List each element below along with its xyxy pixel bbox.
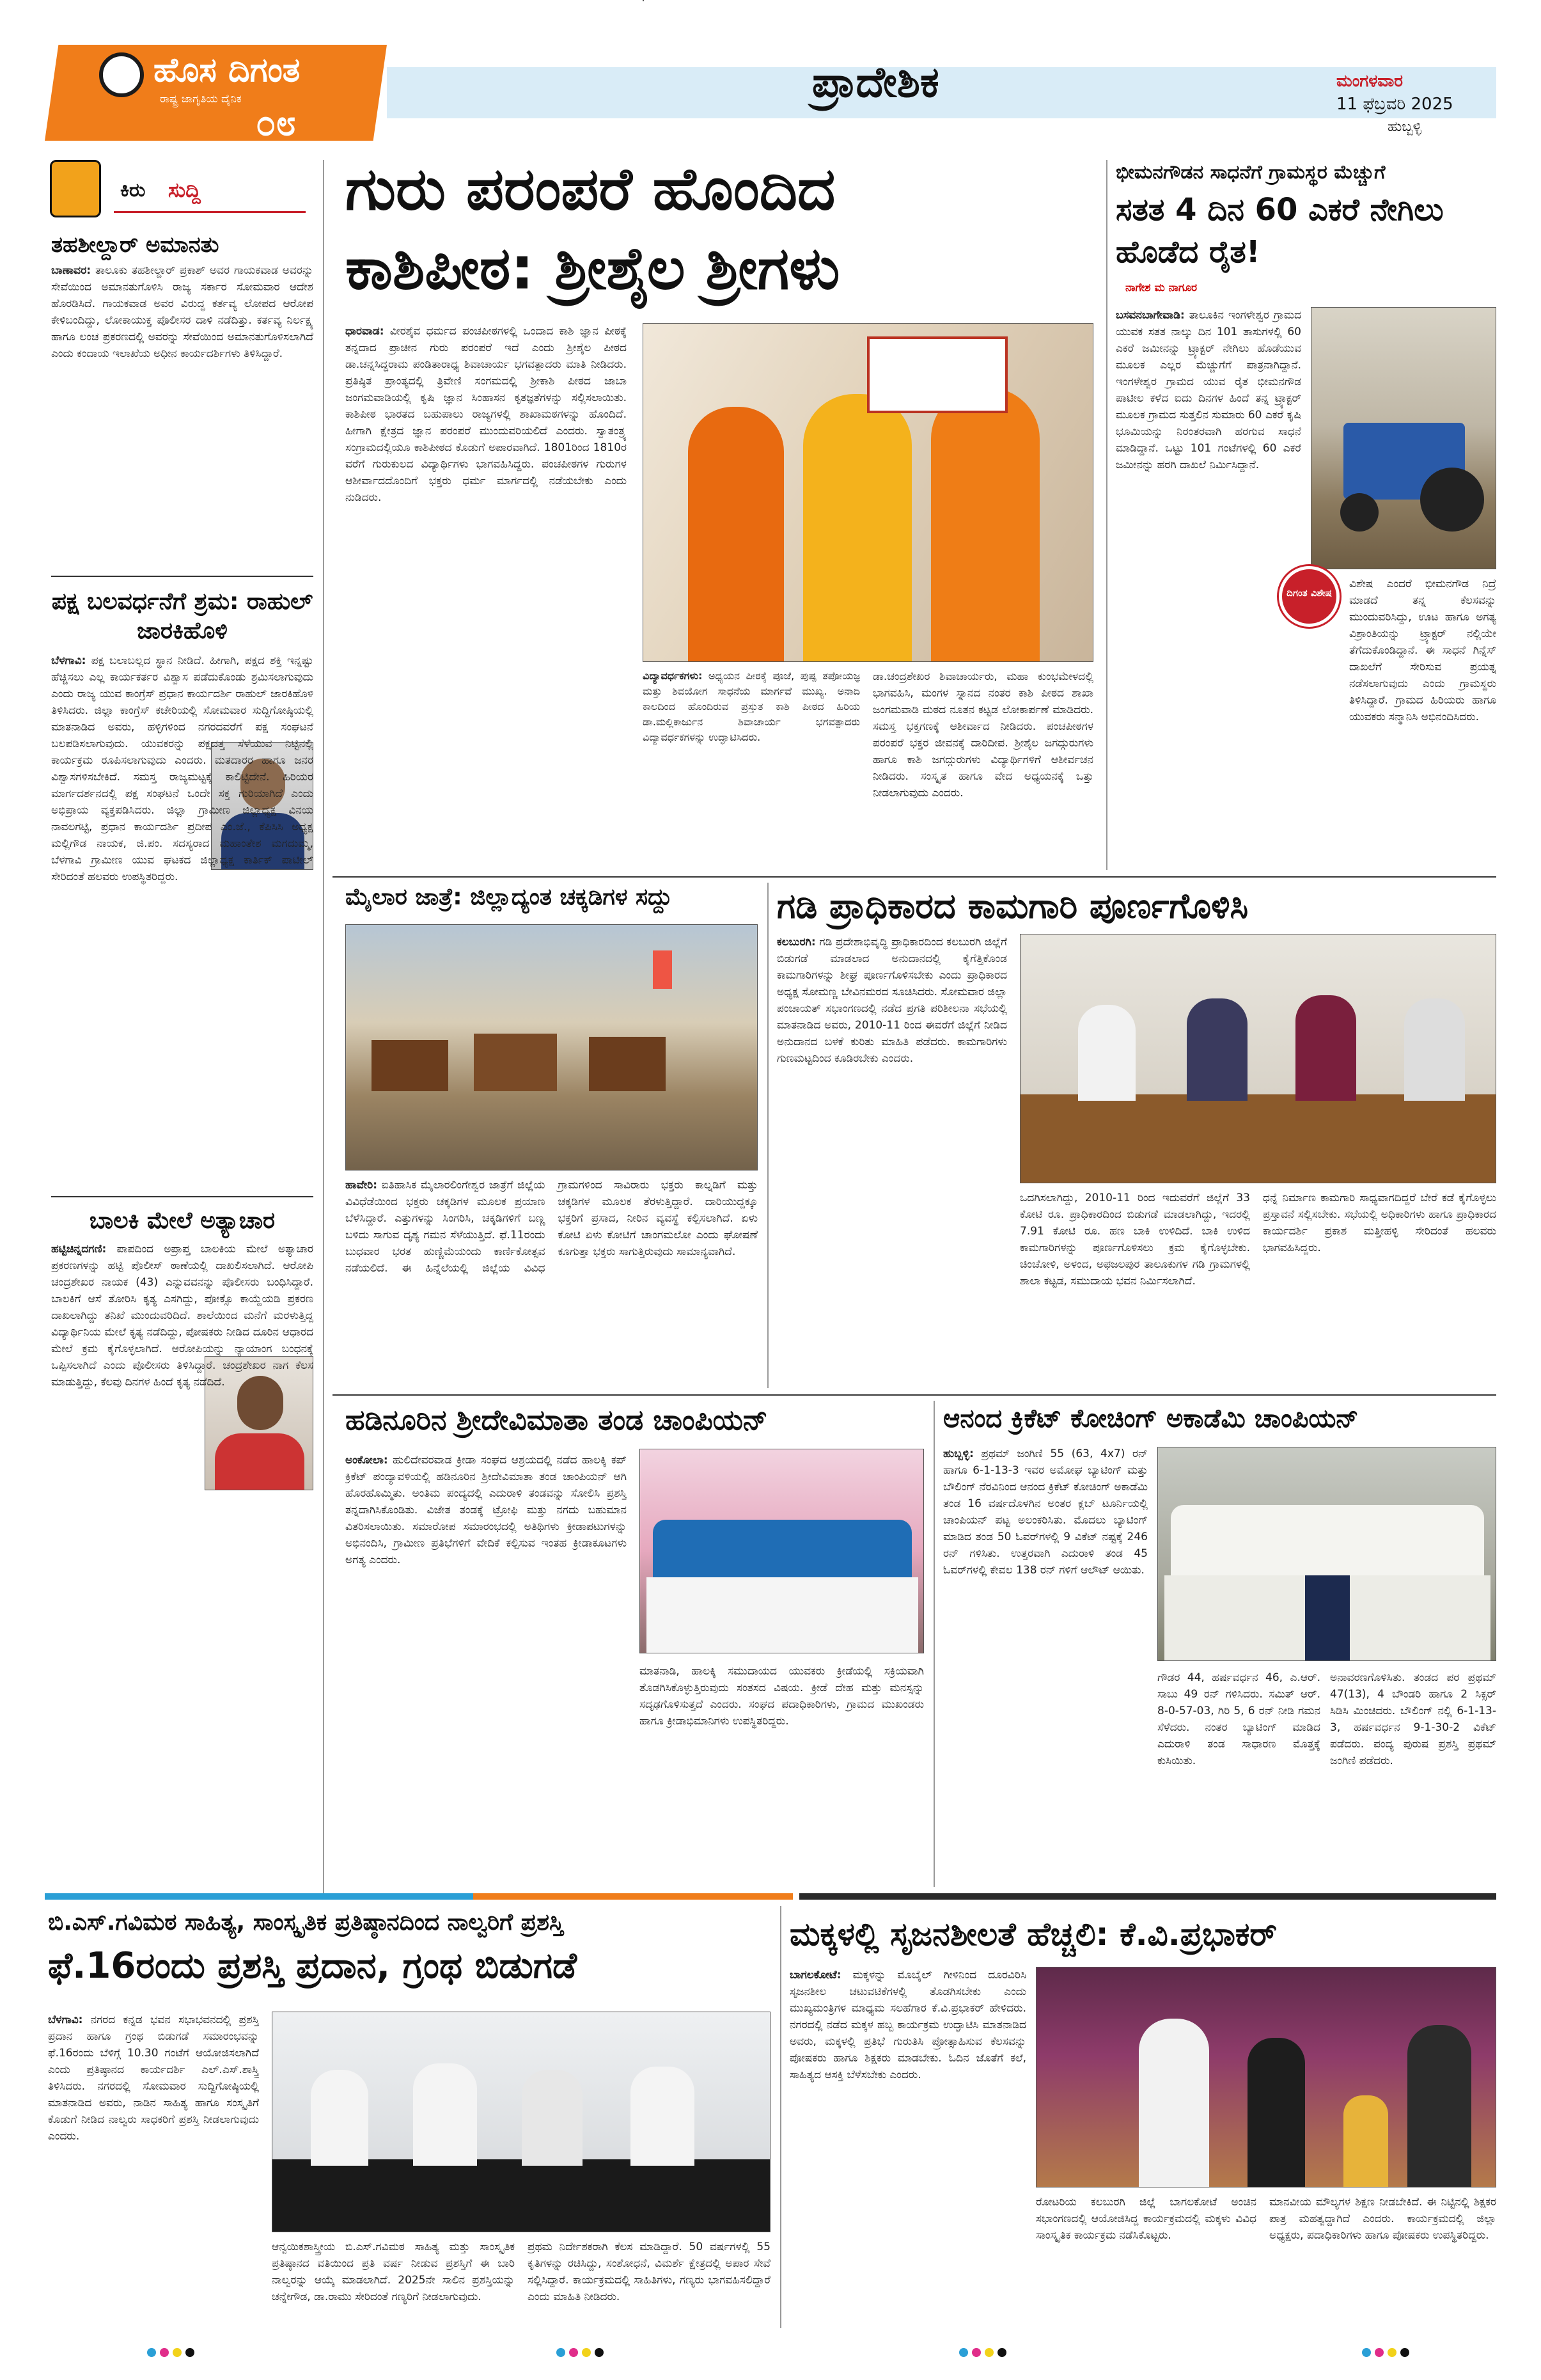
child bbox=[1343, 2095, 1388, 2187]
lead-dateline: ಧಾರವಾಡ: bbox=[345, 325, 384, 338]
makkalu-dateline: ಬಾಗಲಕೋಟೆ: bbox=[790, 1969, 841, 1982]
lead-body-col3 bbox=[873, 668, 1093, 879]
s2-title: ಪಕ್ಷ ಬಲವರ್ಧನೆಗೆ ಶ್ರಮ: ರಾಹುಲ್ ಜಾರಕಿಹೊಳಿ bbox=[51, 588, 313, 644]
seer-figure-2 bbox=[803, 394, 912, 662]
masthead-brand: ಹೊಸ ದಿಗಂತ bbox=[153, 51, 301, 90]
registration-marks bbox=[556, 2347, 607, 2360]
hadinoor-headline: ಹಡಿನೂರಿನ ಶ್ರೀದೇವಿಮಾತಾ ತಂಡ ಚಾಂಪಿಯನ್ bbox=[345, 1404, 768, 1437]
black-dot-icon bbox=[185, 2348, 194, 2357]
gavimath-text-3: ಪ್ರಥಮ ನಿರ್ದೇಶಕರಾಗಿ ಕೆಲಸ ಮಾಡಿದ್ದಾರೆ. 50 ವರ್ಷಗಳಲ್ಲಿ 55 ಕೃತಿಗಳನ್ನು ರಚಿಸಿದ್ದು, ಸಂಶೋಧನೆ, ವಿಮರ್ಶೆ ಕ್ಷೇತ್ರದಲ್ಲಿ ಅಪಾರ ಸೇವೆ ಸಲ್ಲಿಸಿದ್ದಾರೆ. ಕಾರ್ಯಕ್ರಮದಲ್ಲಿ ಸಾಹಿತಿಗಳು, ಗಣ್ಯರು ಭಾಗವಹಿಸಲಿದ್ದಾರೆ ಎಂದು ಮಾಹಿತಿ ನೀಡಿದರು. bbox=[528, 2241, 770, 2303]
registration-marks bbox=[1362, 2347, 1413, 2360]
gadi-photo bbox=[1020, 934, 1496, 1183]
hand-icon bbox=[50, 160, 101, 217]
hadinoor-body-2 bbox=[639, 1663, 924, 1880]
makkalu-text-2: ರೋಟರಿಯ ಕಲಬುರಗಿ ಜಿಲ್ಲೆ ಬಾಗಲಕೋಟೆ ಅಂಚಿನ ಸಭಾಂಗಣದಲ್ಲಿ ಆಯೋಜಿಸಿದ್ದ ಕಾರ್ಯಕ್ರಮದಲ್ಲಿ ಮಕ್ಕಳು ವಿವಿಧ ಸಾಂಸ್ಕೃತಿಕ ಕಾರ್ಯಕ್ರಮ ನಡೆಸಿಕೊಟ್ಟರು. bbox=[1036, 2196, 1256, 2242]
kabbu-body bbox=[1116, 307, 1301, 857]
masthead bbox=[45, 45, 1496, 144]
magenta-dot-icon bbox=[1375, 2348, 1384, 2357]
black-dot-icon bbox=[1400, 2348, 1409, 2357]
guest bbox=[1248, 2038, 1305, 2187]
anand-text-3: ಅನಾವರಣಗೊಳಿಸಿತು. ತಂಡದ ಪರ ಪ್ರಥಮ್ 47(13), 4 ಬೌಂಡರಿ ಹಾಗೂ 2 ಸಿಕ್ಸರ್ ಸಿಡಿಸಿ ಮಿಂಚಿದರು. ಬೌಲಿಂಗ್ ನಲ್ಲಿ 6-1-13-3, ಹರ್ಷವರ್ಧನ 9-1-30-2 ವಿಕೆಟ್ ಪಡೆದರು. ಪಂದ್ಯ ಪುರುಷ ಪ್ರಶಸ್ತಿ ಪ್ರಥಮ್ ಜಂಗಿಣಿ ಪಡೆದರು. bbox=[1330, 1671, 1496, 1767]
bullock-cart bbox=[372, 1040, 448, 1091]
gadi-text: ಗಡಿ ಪ್ರದೇಶಾಭಿವೃದ್ಧಿ ಪ್ರಾಧಿಕಾರದಿಂದ ಕಲಬುರಗಿ ಜಿಲ್ಲೆಗೆ ಬಿಡುಗಡೆ ಮಾಡಲಾದ ಅನುದಾನದಲ್ಲಿ ಕೈಗೆತ್ತಿಕೊಂಡ ಕಾಮಗಾರಿಗಳನ್ನು ಶೀಘ್ರ ಪೂರ್ಣಗೊಳಿಸಬೇಕು ಎಂದು ಪ್ರಾಧಿಕಾರದ ಅಧ್ಯಕ್ಷ ಸೋಮಣ್ಣ ಬೇವಿನಮರದ ಸೂಚಿಸಿದರು. ಸೋಮವಾರ ಜಿಲ್ಲಾ ಪಂಚಾಯತ್ ಸಭಾಂಗಣದಲ್ಲಿ ನಡೆದ ಪ್ರಗತಿ ಪರಿಶೀಲನಾ ಸಭೆಯಲ್ಲಿ ಮಾತನಾಡಿದ ಅವರು, 2010-11 ರಿಂದ ಈವರೆಗೆ ಜಿಲ್ಲೆಗೆ ನೀಡಿದ ಅನುದಾನದ ಬಳಕೆ ಕುರಿತು ಮಾಹಿತಿ ಪಡೆದರು. ಕಾಮಗಾರಿಗಳು ಗುಣಮಟ್ಟದಿಂದ ಕೂಡಿರಬೇಕು ಎಂದರು. bbox=[777, 936, 1007, 1065]
badge-text: ದಿಗಂತ ವಿಶೇಷ bbox=[1287, 587, 1332, 599]
color-strip bbox=[473, 1893, 793, 1900]
lead-body-col1 bbox=[345, 323, 627, 879]
mylara-photo bbox=[345, 924, 758, 1170]
official bbox=[1078, 1005, 1136, 1101]
page-number: ೦೮ bbox=[256, 102, 296, 144]
gadi-body bbox=[777, 934, 1007, 1158]
kiru-suddhi-header bbox=[50, 160, 312, 224]
h-divider bbox=[332, 1394, 1496, 1396]
kabbu-headline: ಸತತ 4 ದಿನ 60 ಎಕರೆ ನೇಗಿಲು ಹೊಡೆದ ರೈತ! bbox=[1116, 192, 1444, 270]
official bbox=[1187, 998, 1248, 1101]
mylara-body bbox=[345, 1177, 758, 1388]
banner-board bbox=[867, 336, 1008, 413]
divider bbox=[51, 576, 313, 577]
gadi-dateline: ಕಲಬುರಗಿ: bbox=[777, 936, 816, 949]
makkalu-body-2 bbox=[1036, 2194, 1256, 2328]
anand-headline: ಆನಂದ ಕ್ರಿಕೆಟ್ ಕೋಚಿಂಗ್ ಅಕಾಡೆಮಿ ಚಾಂಪಿಯನ್ bbox=[943, 1404, 1359, 1433]
gavimath-body-2 bbox=[272, 2239, 515, 2328]
s2-text: ಪಕ್ಷ ಬಲಾಬಲ್ಲದ ಸ್ಥಾನ ನೀಡಿದೆ. ಹೀಗಾಗಿ, ಪಕ್ಷದ ಶಕ್ತಿ ಇನ್ನಷ್ಟು ಹೆಚ್ಚಿಸಲು ಎಲ್ಲ ಕಾರ್ಯಕರ್ತರ ವಿಶ್ವಾಸ ಪಡೆದುಕೊಂಡು ಶ್ರಮಿಸಲಾಗುವುದು ಎಂದು ರಾಜ್ಯ ಯುವ ಕಾಂಗ್ರೆಸ್ ಪ್ರಧಾನ ಕಾರ್ಯದರ್ಶಿ ರಾಹುಲ್ ಜಾರಕಿಹೊಳಿ ತಿಳಿಸಿದರು. ಜಿಲ್ಲಾ ಕಾಂಗ್ರೆಸ್ ಕಚೇರಿಯಲ್ಲಿ ಸೋಮವಾರ ಸುದ್ದಿಗೋಷ್ಠಿಯಲ್ಲಿ ಮಾತನಾಡಿದ ಅವರು, ಹಳ್ಳಿಗಳಿಂದ ನಗರದವರೆಗೆ ಪಕ್ಷ ಸಂಘಟನೆ ಬಲಪಡಿಸಲಾಗುವುದು. ಯುವಕರನ್ನು ಪಕ್ಷದತ್ತ ಸೆಳೆಯುವ ನಿಟ್ಟಿನಲ್ಲಿ ಕಾರ್ಯಕ್ರಮ ರೂಪಿಸಲಾಗುವುದು ಎಂದರು. ಮತದಾರರ ಹಾಗೂ ಜನರ ವಿಶ್ವಾಸಗಳಿಸಬೇಕಿದೆ. ಸಮಸ್ತ ರಾಜ್ಯಮಟ್ಟಕ್ಕೆ ಕಾಲಿಟ್ಟಿದೇನೆ. ಹಿರಿಯರ ಮಾರ್ಗದರ್ಶನದಲ್ಲಿ ಪಕ್ಷ ಸಂಘಟನೆ ಒಂದೇ ಸಕ್ತ ಗುರಿಯಾಗಿದೆ ಎಂದು ಅಭಿಪ್ರಾಯ ವ್ಯಕ್ತಪಡಿಸಿದರು. ಜಿಲ್ಲಾ ಗ್ರಾಮೀಣ ಜಿಲ್ಲಾಧ್ಯಕ್ಷ ವಿನಯ ನಾವಲಗಟ್ಟಿ, ಪ್ರಧಾನ ಕಾರ್ಯದರ್ಶಿ ಪ್ರದೀಪ ಎಂ.ಜೆ., ಕೆಪಿಸಿಸಿ ಅಧ್ಯಕ್ಷ ಮಲ್ಲಿಗೌಡ ನಾಯಕ, ಜಿ.ಪಂ. ಸದಸ್ಯರಾದ ಮಹಾಂತೇಶ ಮಗದುಮ್ಮ, ಬೆಳಗಾವಿ ಗ್ರಾಮೀಣ ಯುವ ಘಟಕದ ಜಿಲ್ಲಾಧ್ಯಕ್ಷ ಕಾರ್ತಿಕ್ ಪಾಟೀಲ್ ಸೇರಿದಂತೆ ಹಲವರು ಉಪಸ್ಥಿತರಿದ್ದರು. bbox=[51, 654, 313, 883]
meeting-table bbox=[1021, 1094, 1496, 1183]
cyan-dot-icon bbox=[959, 2348, 968, 2357]
makkalu-text: ಮಕ್ಕಳನ್ನು ಮೊಬೈಲ್ ಗೀಳಿನಿಂದ ದೂರವಿರಿಸಿ ಸೃಜನಶೀಲ ಚಟುವಟಿಕೆಗಳಲ್ಲಿ ತೊಡಗಿಸಬೇಕು ಎಂದು ಮುಖ್ಯಮಂತ್ರಿಗಳ ಮಾಧ್ಯಮ ಸಲಹೆಗಾರ ಕೆ.ವಿ.ಪ್ರಭಾಕರ್ ಹೇಳಿದರು. ನಗರದಲ್ಲಿ ನಡೆದ ಮಕ್ಕಳ ಹಬ್ಬ ಕಾರ್ಯಕ್ರಮ ಉದ್ಘಾಟಿಸಿ ಮಾತನಾಡಿದ ಅವರು, ಮಕ್ಕಳಲ್ಲಿ ಪ್ರತಿಭೆ ಗುರುತಿಸಿ ಪ್ರೋತ್ಸಾಹಿಸುವ ಕೆಲಸವನ್ನು ಪೋಷಕರು ಹಾಗೂ ಶಿಕ್ಷಕರು ಮಾಡಬೇಕು. ಓದಿನ ಜೊತೆಗೆ ಕಲೆ, ಸಾಹಿತ್ಯದ ಆಸಕ್ತಿ ಬೆಳೆಸಬೇಕು ಎಂದರು. bbox=[790, 1969, 1026, 2081]
lead-caption bbox=[643, 668, 860, 879]
color-strip bbox=[799, 1893, 1496, 1900]
speaker bbox=[630, 2067, 694, 2166]
official bbox=[1404, 998, 1465, 1101]
s3-dateline: ಹಟ್ಟಿಚಿನ್ನದಗಣಿ: bbox=[51, 1243, 107, 1256]
guest bbox=[1407, 2025, 1471, 2187]
masthead-date: 11 ಫೆಬ್ರವರಿ 2025 bbox=[1336, 95, 1453, 114]
sidebar-vertical-rule bbox=[323, 160, 324, 1893]
h-divider bbox=[332, 876, 1496, 878]
flag bbox=[653, 950, 672, 989]
hadinoor-dateline: ಅಂಕೋಲಾ: bbox=[345, 1454, 388, 1467]
guest bbox=[1139, 2019, 1209, 2187]
makkalu-photo bbox=[1036, 1967, 1496, 2187]
masthead-bar bbox=[387, 67, 1496, 118]
anand-photo bbox=[1157, 1447, 1496, 1661]
tractor-wheel bbox=[1420, 468, 1484, 532]
gavimath-photo bbox=[272, 2012, 770, 2232]
gadi-body-2 bbox=[1020, 1190, 1250, 1388]
lead-caption-text: ಅಧ್ಯಯನ ಪೀಠಕ್ಕೆ ಪೂಜೆ, ಪುಷ್ಪ ತಪೋಯಜ್ಞ ಮತ್ತು ಶಿವಯೋಗ ಸಾಧನೆಯ ಮಾರ್ಗವೆ ಮುಖ್ಯ. ಅನಾದಿ ಕಾಲದಿಂದ ಹೊಂದಿರುವ ಪ್ರಸ್ತುತ ಕಾಶಿ ಪೀಠದ ಹಿರಿಯ ಡಾ.ಮಲ್ಲಿಕಾರ್ಜುನ ಶಿವಾಚಾರ್ಯ ಭಗವತ್ಪಾದರು ವಿದ್ಯಾವರ್ಧಕಗಳನ್ನು ಉದ್ಘಾಟಿಸಿದರು. bbox=[643, 670, 860, 743]
anand-body-2 bbox=[1157, 1669, 1320, 1880]
kiru-label: ಕಿರು bbox=[120, 179, 146, 201]
gadi-body-3 bbox=[1263, 1190, 1496, 1388]
seer-figure-1 bbox=[688, 407, 784, 662]
yellow-dot-icon bbox=[1388, 2348, 1396, 2357]
speaker bbox=[311, 2070, 368, 2166]
registration-marks bbox=[147, 2347, 198, 2360]
hadinoor-photo bbox=[639, 1449, 924, 1653]
lead-headline-1: ಗುರು ಪರಂಪರೆ ಹೊಂದಿದ bbox=[345, 155, 836, 223]
seer-figure-3 bbox=[931, 388, 1040, 662]
s1-dateline: ಬಾಣಾವರ: bbox=[51, 264, 91, 277]
speaker bbox=[522, 2070, 583, 2166]
makkalu-text-3: ಮಾನವೀಯ ಮೌಲ್ಯಗಳ ಶಿಕ್ಷಣ ನೀಡಬೇಕಿದೆ. ಈ ನಿಟ್ಟಿನಲ್ಲಿ ಶಿಕ್ಷಕರ ಪಾತ್ರ ಮಹತ್ವದ್ದಾಗಿದೆ ಎಂದರು. ಕಾರ್ಯಕ್ರಮದಲ್ಲಿ ಜಿಲ್ಲಾ ಅಧ್ಯಕ್ಷರು, ಪದಾಧಿಕಾರಿಗಳು ಹಾಗೂ ಪೋಷಕರು ಉಪಸ್ಥಿತರಿದ್ದರು. bbox=[1269, 2196, 1496, 2242]
lead-photo bbox=[643, 0, 644, 1]
black-dot-icon bbox=[997, 2348, 1006, 2357]
s3-body bbox=[51, 1241, 313, 1887]
v-divider bbox=[767, 883, 769, 1388]
yellow-dot-icon bbox=[173, 2348, 182, 2357]
anand-text: ಪ್ರಥಮ್ ಜಂಗಿಣಿ 55 (63, 4x7) ರನ್ ಹಾಗೂ 6-1-13-3 ಇವರ ಅಮೋಘ ಬ್ಯಾಟಿಂಗ್ ಮತ್ತು ಬೌಲಿಂಗ್ ನೆರವಿನಿಂದ ಆನಂದ ಕ್ರಿಕೆಟ್ ಕೋಚಿಂಗ್ ಅಕಾಡೆಮಿ ತಂಡ 16 ವರ್ಷದೊಳಗಿನ ಅಂತರ ಕ್ಲಬ್ ಟೂರ್ನಿಯಲ್ಲಿ ಚಾಂಪಿಯನ್ ಪಟ್ಟ ಅಲಂಕರಿಸಿತು. ಮೊದಲು ಬ್ಯಾಟಿಂಗ್ ಮಾಡಿದ ತಂಡ 50 ಓವರ್‌ಗಳಲ್ಲಿ 9 ವಿಕೆಟ್ ನಷ್ಟಕ್ಕೆ 246 ರನ್ ಗಳಿಸಿತು. ಉತ್ತರವಾಗಿ ಎದುರಾಳಿ ತಂಡ 45 ಓವರ್‌ಗಳಲ್ಲಿ ಕೇವಲ 138 ರನ್ ಗಳಿಗೆ ಆಲೌಟ್ ಆಯಿತು. bbox=[943, 1447, 1148, 1577]
lead-body-2: ಡಾ.ಚಂದ್ರಶೇಖರ ಶಿವಾಚಾರ್ಯರು, ಮಹಾ ಕುಂಭಮೇಳದಲ್ಲಿ ಭಾಗವಹಿಸಿ, ಮಂಗಳ ಸ್ನಾನದ ನಂತರ ಕಾಶಿ ಪೀಠದ ಶಾಖಾ ಜಂಗಮವಾಡಿ ಮಠದ ನೂತನ ಕಟ್ಟಡ ಲೋಕಾರ್ಪಣೆ ಮಾಡಿದರು. ಸಮಸ್ತ ಭಕ್ತಗಣಕ್ಕೆ ಆಶೀರ್ವಾದ ನೀಡಿದರು. ಪಂಚಪೀಠಗಳ ಪರಂಪರೆ ಭಕ್ತರ ಜೀವನಕ್ಕೆ ದಾರಿದೀಪ. ಶ್ರೀಶೈಲ ಜಗದ್ಗುರುಗಳು ಹಾಗೂ ಕಾಶಿ ಜಗದ್ಗುರುಗಳು ವಿದ್ಯಾರ್ಥಿಗಳಿಗೆ ಆಶೀರ್ವಚನ ನೀಡಿದರು. ಸಂಸ್ಕೃತ ಹಾಗೂ ವೇದ ಅಧ್ಯಯನಕ್ಕೆ ಒತ್ತು ನೀಡಲಾಗುವುದು ಎಂದರು. bbox=[873, 670, 1093, 800]
cyan-dot-icon bbox=[556, 2348, 565, 2357]
kabbu-body-2 bbox=[1349, 576, 1496, 857]
gavimath-body bbox=[48, 2012, 259, 2325]
gavimath-text: ನಗರದ ಕನ್ನಡ ಭವನ ಸಭಾಭವನದಲ್ಲಿ ಪ್ರಶಸ್ತಿ ಪ್ರದಾನ ಹಾಗೂ ಗ್ರಂಥ ಬಿಡುಗಡೆ ಸಮಾರಂಭವನ್ನು ಫೆ.16ರಂದು ಬೆಳಿಗ್ಗೆ 10.30 ಗಂಟೆಗೆ ಆಯೋಜಿಸಲಾಗಿದೆ ಎಂದು ಪ್ರತಿಷ್ಠಾನದ ಕಾರ್ಯದರ್ಶಿ ಎಲ್.ಎಸ್.ಶಾಸ್ತ್ರಿ ತಿಳಿಸಿದರು. ನಗರದಲ್ಲಿ ಸೋಮವಾರ ಸುದ್ದಿಗೋಷ್ಠಿಯಲ್ಲಿ ಮಾತನಾಡಿದ ಅವರು, ನಾಡಿನ ಸಾಹಿತ್ಯ ಹಾಗೂ ಸಂಸ್ಕೃತಿಗೆ ಕೊಡುಗೆ ನೀಡಿದ ನಾಲ್ವರು ಸಾಧಕರಿಗೆ ಪ್ರಶಸ್ತಿ ನೀಡಲಾಗುವುದು ಎಂದರು. bbox=[48, 2014, 259, 2143]
s3-title: ಬಾಲಕಿ ಮೇಲೆ ಅತ್ಯಾಚಾರ bbox=[89, 1208, 276, 1234]
anand-body-3 bbox=[1330, 1669, 1496, 1880]
kabbu-kicker: ಭೀಮನಗೌಡನ ಸಾಧನೆಗೆ ಗ್ರಾಮಸ್ಥರ ಮೆಚ್ಚುಗೆ bbox=[1116, 161, 1386, 184]
makkalu-body-3 bbox=[1269, 2194, 1496, 2328]
tractor-wheel bbox=[1340, 493, 1379, 532]
kabbu-text: ತಾಲೂಕಿನ ಇಂಗಳೇಶ್ವರ ಗ್ರಾಮದ ಯುವಕ ಸತತ ನಾಲ್ಕು ದಿನ 101 ತಾಸುಗಳಲ್ಲಿ 60 ಎಕರೆ ಜಮೀನನ್ನು ಟ್ರ್ಯಾಕ್ಟರ್ ನೇಗಿಲು ಹೊಡೆಯುವ ಮೂಲಕ ಎಲ್ಲರ ಮೆಚ್ಚುಗೆಗೆ ಪಾತ್ರನಾಗಿದ್ದಾನೆ. ಇಂಗಳೇಶ್ವರ ಗ್ರಾಮದ ಯುವ ರೈತ ಭೀಮನಗೌಡ ಪಾಟೀಲ ಕಳೆದ ಐದು ದಿನಗಳ ಹಿಂದೆ ತನ್ನ ಟ್ರ್ಯಾಕ್ಟರ್ ಮೂಲಕ ಗ್ರಾಮದ ಸುತ್ತಲಿನ ಸುಮಾರು 60 ಎಕರೆ ಕೃಷಿ ಭೂಮಿಯನ್ನು ನಿರಂತರವಾಗಿ ಹರಗುವ ಸಾಧನೆ ಮಾಡಿದ್ದಾನೆ. ಒಟ್ಟು 101 ಗಂಟೆಗಳಲ್ಲಿ 60 ಎಕರೆ ಜಮೀನನ್ನು ಹರಗಿ ದಾಖಲೆ ನಿರ್ಮಿಸಿದ್ದಾನೆ. bbox=[1116, 309, 1301, 471]
kabbu-byline: ನಾಗೇಶ ಮ ನಾಗೂರ bbox=[1125, 281, 1198, 294]
lead-caption-dateline: ವಿದ್ಯಾವರ್ಧಕಗಳು: bbox=[643, 670, 703, 682]
team-row bbox=[646, 1577, 918, 1653]
gadi-headline: ಗಡಿ ಪ್ರಾಧಿಕಾರದ ಕಾಮಗಾರಿ ಪೂರ್ಣಗೊಳಿಸಿ bbox=[777, 886, 1249, 926]
lead-photo bbox=[643, 323, 1093, 662]
gavimath-headline: ಫೆ.16ರಂದು ಪ್ರಶಸ್ತಿ ಪ್ರದಾನ, ಗ್ರಂಥ ಬಿಡುಗಡೆ bbox=[48, 1945, 577, 1987]
yellow-dot-icon bbox=[985, 2348, 994, 2357]
anand-text-2: ಗೌಡರ 44, ಹರ್ಷವರ್ಧನ 46, ಎ.ಆರ್. ಸಾಬು 49 ರನ್ ಗಳಿಸಿದರು. ಸಮಿತ್ ಆರ್. 8-0-57-03, ಗಿರಿ 5, 6 ರನ್ ನೀಡಿ ಗಮನ ಸೆಳೆದರು. ನಂತರ ಬ್ಯಾಟಿಂಗ್ ಮಾಡಿದ ಎದುರಾಳಿ ತಂಡ ಸಾಧಾರಣ ಮೊತ್ತಕ್ಕೆ ಕುಸಿಯಿತು. bbox=[1157, 1671, 1320, 1767]
mylara-headline: ಮೈಲಾರ ಜಾತ್ರೆ: ಜಿಲ್ಲಾದ್ಯಂತ ಚಕ್ಕಡಿಗಳ ಸದ್ದು bbox=[345, 884, 673, 910]
s1-title: ತಹಶೀಲ್ದಾರ್ ಅಮಾನತು bbox=[51, 232, 219, 258]
v-divider bbox=[780, 1906, 781, 2328]
s1-text: ತಾಲೂಕು ತಹಶೀಲ್ದಾರ್ ಪ್ರಕಾಶ್ ಅವರ ಗಾಯಕವಾಡ ಅವರನ್ನು ಸೇವೆಯಿಂದ ಅಮಾನತುಗೊಳಿಸಿ ರಾಜ್ಯ ಸರ್ಕಾರ ಸೋಮವಾರ ಆದೇಶ ಹೊರಡಿಸಿದೆ. ಗಾಯಕವಾಡ ಅವರ ವಿರುದ್ಧ ಕರ್ತವ್ಯ ಲೋಪದ ಆರೋಪ ಕೇಳಿಬಂದಿದ್ದು, ಲೋಕಾಯುಕ್ತ ಪೊಲೀಸರ ದಾಳಿ ನಡೆದಿತ್ತು. ಕರ್ತವ್ಯ ನಿರ್ಲಕ್ಷ್ಯ ಹಾಗೂ ಲಂಚ ಪ್ರಕರಣದಲ್ಲಿ ಅವರನ್ನು ಸೇವೆಯಿಂದ ಅಮಾನತುಗೊಳಿಸಲಾಗಿದೆ ಎಂದು ಕಂದಾಯ ಇಲಾಖೆಯ ಅಧೀನ ಕಾರ್ಯದರ್ಶಿಗಳು ತಿಳಿಸಿದ್ದಾರೆ. bbox=[51, 264, 313, 360]
hadinoor-text-2: ಮಾತನಾಡಿ, ಹಾಲಕ್ಕಿ ಸಮುದಾಯದ ಯುವಕರು ಕ್ರೀಡೆಯಲ್ಲಿ ಸಕ್ರಿಯವಾಗಿ ತೊಡಗಿಸಿಕೊಳ್ಳುತ್ತಿರುವುದು ಸಂತಸದ ವಿಷಯ. ಕ್ರೀಡೆ ದೇಹ ಮತ್ತು ಮನಸ್ಸನ್ನು ಸದೃಢಗೊಳಿಸುತ್ತದೆ ಎಂದರು. ಸಂಘದ ಪದಾಧಿಕಾರಿಗಳು, ಗ್ರಾಮದ ಮುಖಂಡರು ಹಾಗೂ ಕ್ರೀಡಾಭಿಮಾನಿಗಳು ಉಪಸ್ಥಿತರಿದ್ದರು. bbox=[639, 1665, 924, 1728]
official bbox=[1295, 995, 1356, 1101]
gavimath-body-3 bbox=[528, 2239, 770, 2328]
digant-vishesha-badge bbox=[1279, 566, 1340, 627]
yellow-dot-icon bbox=[582, 2348, 591, 2357]
makkalu-headline: ಮಕ್ಕಳಲ್ಲಿ ಸೃಜನಶೀಲತೆ ಹೆಚ್ಚಲಿ: ಕೆ.ವಿ.ಪ್ರಭಾಕರ್ bbox=[790, 1916, 1278, 1953]
magenta-dot-icon bbox=[972, 2348, 981, 2357]
logo-emblem-icon bbox=[99, 52, 144, 97]
anand-dateline: ಹುಬ್ಬಳ್ಳಿ: bbox=[943, 1447, 974, 1460]
gadi-text-2: ಒದಗಿಸಲಾಗಿದ್ದು, 2010-11 ರಿಂದ ಇದುವರೆಗೆ ಜಿಲ್ಲೆಗೆ 33 ಕೋಟಿ ರೂ. ಪ್ರಾಧಿಕಾರದಿಂದ ಬಿಡುಗಡೆ ಮಾಡಲಾಗಿದ್ದು, ಇದರಲ್ಲಿ 7.91 ಕೋಟಿ ರೂ. ಹಣ ಬಾಕಿ ಉಳಿದಿದೆ. ಬಾಕಿ ಉಳಿದ ಕಾಮಗಾರಿಗಳನ್ನು ಪೂರ್ಣಗೊಳಿಸಲು ಕ್ರಮ ಕೈಗೊಳ್ಳಬೇಕು. ಚಿಂಚೋಳಿ, ಅಳಂದ, ಅಫಜಲಪುರ ತಾಲೂಕುಗಳ ಗಡಿ ಗ್ರಾಮಗಳಲ್ಲಿ ಶಾಲಾ ಕಟ್ಟಡ, ಸಮುದಾಯ ಭವನ ನಿರ್ಮಿಸಲಾಗಿದೆ. bbox=[1020, 1192, 1250, 1288]
lead-body: ವೀರಶೈವ ಧರ್ಮದ ಪಂಚಪೀಠಗಳಲ್ಲಿ ಒಂದಾದ ಕಾಶಿ ಜ್ಞಾನ ಪೀಠಕ್ಕೆ ತನ್ನದಾದ ಪ್ರಾಚೀನ ಗುರು ಪರಂಪರೆ ಇದೆ ಎಂದು ಶ್ರೀಶೈಲ ಪೀಠದ ಡಾ.ಚನ್ನಸಿದ್ಧರಾಮ ಪಂಡಿತಾರಾಧ್ಯ ಶಿವಾಚಾರ್ಯ ಭಗವತ್ಪಾದರು ಮಾತಿ ನೀಡಿದರು. ಪ್ರತಿಷ್ಠಿತ ಪ್ರಾಂತ್ಯದಲ್ಲಿ ತ್ರಿವೇಣಿ ಸಂಗಮದಲ್ಲಿ ಶ್ರೀಕಾಶಿ ಪೀಠದ ಜಾಬಾ ಜಂಗಮವಾಡಿಯಲ್ಲಿ ಕೃಷಿ ಜ್ಞಾನ ಸಿಂಹಾಸನ ಕೃತಜ್ಞತೆಗಳನ್ನು ಸಲ್ಲಿಸಲಾಯಿತು. ಕಾಶಿಪೀಠ ಭಾರತದ ಬಹುಪಾಲು ರಾಜ್ಯಗಳಲ್ಲಿ ಶಾಖಾಮಠಗಳನ್ನು ಹೊಂದಿದೆ. ಹೀಗಾಗಿ ಕ್ಷೇತ್ರದ ಜ್ಞಾನ ಪರಂಪರೆ ಮುಂದುವರಿಯಲಿದೆ ಎಂದರು. ಸ್ವಾತಂತ್ರ್ಯ ಸಂಗ್ರಾಮದಲ್ಲಿಯೂ ಕಾಶಿಪೀಠದ ಕೊಡುಗೆ ಅಪಾರವಾಗಿದೆ. 1801ರಿಂದ 1810ರ ವರೆಗೆ ಗುರುಕುಲದ ವಿದ್ಯಾರ್ಥಿಗಳು ಭಾಗವಹಿಸಿದ್ದರು. ಪಂಚಪೀಠಗಳ ಗುರುಗಳ ಆಶೀರ್ವಾದದೊಂದಿಗೆ ಭಕ್ತರು ಧರ್ಮ ಮಾರ್ಗದಲ್ಲಿ ನಡೆಯಬೇಕು ಎಂದು ನುಡಿದರು. bbox=[345, 325, 627, 504]
masthead-city: ಹುಬ್ಬಳ್ಳಿ bbox=[1388, 119, 1422, 135]
mylara-dateline: ಹಾವೇರಿ: bbox=[345, 1179, 378, 1192]
v-divider bbox=[934, 1401, 935, 1887]
gavimath-kicker: ಬಿ.ಎಸ್.ಗವಿಮಠ ಸಾಹಿತ್ಯ, ಸಾಂಸ್ಕೃತಿಕ ಪ್ರತಿಷ್ಠಾನದಿಂದ ನಾಲ್ವರಿಗೆ ಪ್ರಶಸ್ತಿ bbox=[48, 1909, 564, 1935]
s2-body bbox=[51, 652, 313, 1196]
anand-body bbox=[943, 1446, 1148, 1880]
gavimath-text-2: ಆನ್ವಯಿಕಶಾಸ್ತ್ರೀಯ ಬಿ.ಎಸ್.ಗವಿಮಠ ಸಾಹಿತ್ಯ ಮತ್ತು ಸಾಂಸ್ಕೃತಿಕ ಪ್ರತಿಷ್ಠಾನದ ವತಿಯಿಂದ ಪ್ರತಿ ವರ್ಷ ನೀಡುವ ಪ್ರಶಸ್ತಿಗೆ ಈ ಬಾರಿ ನಾಲ್ವರನ್ನು ಆಯ್ಕೆ ಮಾಡಲಾಗಿದೆ. 2025ನೇ ಸಾಲಿನ ಪ್ರಶಸ್ತಿಯನ್ನು ಚನ್ನೇಗೌಡ, ಡಾ.ರಾಮು ಸೇರಿದಂತೆ ಗಣ್ಯರಿಗೆ ನೀಡಲಾಗುವುದು. bbox=[272, 2241, 515, 2303]
lead-right-rule bbox=[1106, 160, 1107, 870]
tractor-photo bbox=[1311, 307, 1496, 569]
cyan-dot-icon bbox=[147, 2348, 156, 2357]
magenta-dot-icon bbox=[160, 2348, 169, 2357]
s2-dateline: ಬೆಳಗಾವಿ: bbox=[51, 654, 86, 667]
speaker bbox=[413, 2063, 477, 2166]
hadinoor-body bbox=[345, 1452, 627, 1880]
press-table bbox=[272, 2159, 770, 2232]
bullock-cart bbox=[474, 1034, 557, 1091]
s3-text: ಪಾಪದಿಂದ ಅಪ್ರಾಪ್ತ ಬಾಲಕಿಯ ಮೇಲೆ ಅತ್ಯಾಚಾರ ಪ್ರಕರಣಗಳನ್ನು ಹಟ್ಟಿ ಪೊಲೀಸ್ ಠಾಣೆಯಲ್ಲಿ ದಾಖಲಿಸಲಾಗಿದೆ. ಆರೋಪಿ ಚಂದ್ರಶೇಖರ ನಾಯಕ (43) ಎನ್ನುವವನನ್ನು ಪೊಲೀಸರು ಬಂಧಿಸಿದ್ದಾರೆ. ಬಾಲಕಿಗೆ ಆಸೆ ತೋರಿಸಿ ಕೃತ್ಯ ಎಸಗಿದ್ದು, ಪೋಕ್ಸೊ ಕಾಯ್ದೆಯಡಿ ಪ್ರಕರಣ ದಾಖಲಾಗಿದ್ದು ತನಿಖೆ ಮುಂದುವರಿದಿದೆ. ಶಾಲೆಯಿಂದ ಮನೆಗೆ ಮರಳುತ್ತಿದ್ದ ವಿದ್ಯಾರ್ಥಿನಿಯ ಮೇಲೆ ಕೃತ್ಯ ನಡೆದಿದ್ದು, ಪೋಷಕರು ನೀಡಿದ ದೂರಿನ ಆಧಾರದ ಮೇಲೆ ಕ್ರಮ ಕೈಗೊಳ್ಳಲಾಗಿದೆ. ಆರೋಪಿಯನ್ನು ನ್ಯಾಯಾಂಗ ಬಂಧನಕ್ಕೆ ಒಪ್ಪಿಸಲಾಗಿದೆ ಎಂದು ಪೊಲೀಸರು ತಿಳಿಸಿದ್ದಾರೆ. ಚಂದ್ರಶೇಖರ ನಾಗ ಕೆಲಸ ಮಾಡುತ್ತಿದ್ದು, ಕೆಲವು ದಿನಗಳ ಹಿಂದೆ ಕೃತ್ಯ ನಡೆದಿದೆ. bbox=[51, 1243, 313, 1389]
kabbu-text-2: ವಿಶೇಷ ಎಂದರೆ ಭೀಮನಗೌಡ ನಿದ್ರೆ ಮಾಡದೆ ತನ್ನ ಕೆಲಸವನ್ನು ಮುಂದುವರಿಸಿದ್ದು, ಊಟ ಹಾಗೂ ಅಗತ್ಯ ವಿಶ್ರಾಂತಿಯನ್ನು ಟ್ರ್ಯಾಕ್ಟರ್ ನಲ್ಲಿಯೇ ತೆಗೆದುಕೊಂಡಿದ್ದಾನೆ. ಈ ಸಾಧನೆ ಗಿನ್ನೆಸ್ ದಾಖಲೆಗೆ ಸೇರಿಸುವ ಪ್ರಯತ್ನ ನಡೆಸಲಾಗುವುದು ಎಂದು ಗ್ರಾಮಸ್ಥರು ತಿಳಿಸಿದ್ದಾರೆ. ಗ್ರಾಮದ ಹಿರಿಯರು ಹಾಗೂ ಯುವಕರು ಸನ್ಮಾನಿಸಿ ಅಭಿನಂದಿಸಿದರು. bbox=[1349, 578, 1496, 723]
team-row bbox=[1171, 1505, 1484, 1575]
black-dot-icon bbox=[595, 2348, 604, 2357]
hadinoor-text: ಹುಲಿದೇವರವಾಡ ಕ್ರೀಡಾ ಸಂಘದ ಆಶ್ರಯದಲ್ಲಿ ನಡೆದ ಹಾಲಕ್ಕಿ ಕಪ್ ಕ್ರಿಕೆಟ್ ಪಂದ್ಯಾವಳಿಯಲ್ಲಿ ಹಡಿನೂರಿನ ಶ್ರೀದೇವಿಮಾತಾ ತಂಡ ಚಾಂಪಿಯನ್ ಆಗಿ ಹೊರಹೊಮ್ಮಿತು. ಅಂತಿಮ ಪಂದ್ಯದಲ್ಲಿ ಎದುರಾಳಿ ತಂಡವನ್ನು ಸೋಲಿಸಿ ಪ್ರಶಸ್ತಿ ತನ್ನದಾಗಿಸಿಕೊಂಡಿತು. ವಿಜೇತ ತಂಡಕ್ಕೆ ಟ್ರೋಫಿ ಮತ್ತು ನಗದು ಬಹುಮಾನ ವಿತರಿಸಲಾಯಿತು. ಸಮಾರೋಪ ಸಮಾರಂಭದಲ್ಲಿ ಅತಿಥಿಗಳು ಕ್ರೀಡಾಪಟುಗಳನ್ನು ಅಭಿನಂದಿಸಿ, ಗ್ರಾಮೀಣ ಪ್ರತಿಭೆಗಳಿಗೆ ವೇದಿಕೆ ಕಲ್ಪಿಸುವ ಇಂತಹ ಕ್ರೀಡಾಕೂಟಗಳು ಅಗತ್ಯ ಎಂದರು. bbox=[345, 1454, 627, 1566]
makkalu-body bbox=[790, 1967, 1026, 2328]
gadi-text-3: ಧನ್ನೆ ನಿರ್ಮಾಣ ಕಾಮಗಾರಿ ಸಾಧ್ಯವಾಗದಿದ್ದರೆ ಬೇರೆ ಕಡೆ ಕೈಗೊಳ್ಳಲು ಪ್ರಸ್ತಾವನೆ ಸಲ್ಲಿಸಬೇಕು. ಸಭೆಯಲ್ಲಿ ಅಧಿಕಾರಿಗಳು ಹಾಗೂ ಪ್ರಾಧಿಕಾರದ ಕಾರ್ಯದರ್ಶಿ ಪ್ರಕಾಶ ಮತ್ತೀಹಳ್ಳಿ ಸೇರಿದಂತೆ ಹಲವರು ಭಾಗವಹಿಸಿದ್ದರು. bbox=[1263, 1192, 1496, 1254]
bullock-cart bbox=[589, 1037, 666, 1091]
color-strip bbox=[45, 1893, 473, 1900]
masthead-tagline: ರಾಷ್ಟ್ರ ಜಾಗೃತಿಯ ದೈನಿಕ bbox=[160, 93, 242, 106]
magenta-dot-icon bbox=[569, 2348, 578, 2357]
cyan-dot-icon bbox=[1362, 2348, 1371, 2357]
lead-headline-2: ಕಾಶಿಪೀಠ: ಶ್ರೀಶೈಲ ಶ್ರೀಗಳು bbox=[345, 234, 840, 303]
masthead-weekday: ಮಂಗಳವಾರ bbox=[1336, 72, 1404, 91]
mylara-text: ಐತಿಹಾಸಿಕ ಮೈಲಾರಲಿಂಗೇಶ್ವರ ಜಾತ್ರೆಗೆ ಜಿಲ್ಲೆಯ ವಿವಿಧೆಡೆಯಿಂದ ಭಕ್ತರು ಚಕ್ಕಡಿಗಳ ಮೂಲಕ ಪ್ರಯಾಣ ಬೆಳೆಸಿದ್ದಾರೆ. ಎತ್ತುಗಳನ್ನು ಸಿಂಗರಿಸಿ, ಚಕ್ಕಡಿಗಳಿಗೆ ಬಣ್ಣ ಬಳಿದು ಸಾಗುವ ದೃಶ್ಯ ಗಮನ ಸೆಳೆಯುತ್ತಿದೆ. ಫೆ.11ರಂದು ಬುಧವಾರ ಭರತ ಹುಣ್ಣಿಮೆಯಂದು ಕಾರ್ಣಿಕೋತ್ಸವ ನಡೆಯಲಿದೆ. ಈ ಹಿನ್ನೆಲೆಯಲ್ಲಿ ಜಿಲ್ಲೆಯ ವಿವಿಧ ಗ್ರಾಮಗಳಿಂದ ಸಾವಿರಾರು ಭಕ್ತರು ಕಾಲ್ನಡಿಗೆ ಮತ್ತು ಚಕ್ಕಡಿಗಳ ಮೂಲಕ ತೆರಳುತ್ತಿದ್ದಾರೆ. ದಾರಿಯುದ್ದಕ್ಕೂ ಭಕ್ತರಿಗೆ ಪ್ರಸಾದ, ನೀರಿನ ವ್ಯವಸ್ಥೆ ಕಲ್ಪಿಸಲಾಗಿದೆ. ಏಳು ಕೋಟಿ ಏಳು ಕೋಟಿಗೆ ಚಾಂಗಮಲೋ ಎಂದು ಘೋಷಣೆ ಕೂಗುತ್ತಾ ಭಕ್ತರು ಸಾಗುತ್ತಿರುವುದು ಸಾಮಾನ್ಯವಾಗಿದೆ. bbox=[345, 1179, 758, 1275]
section-title: ಪ್ರಾದೇಶಿಕ bbox=[812, 58, 939, 107]
gavimath-dateline: ಬೆಳಗಾವಿ: bbox=[48, 2014, 83, 2026]
coach bbox=[1305, 1575, 1350, 1661]
kabbu-dateline: ಬಸವನಬಾಗೇವಾಡಿ: bbox=[1116, 309, 1185, 322]
divider bbox=[51, 1196, 313, 1197]
header-underline bbox=[114, 211, 306, 213]
s1-body bbox=[51, 262, 313, 582]
registration-marks bbox=[959, 2347, 1010, 2360]
suddhi-label: ಸುದ್ದಿ bbox=[168, 178, 201, 202]
